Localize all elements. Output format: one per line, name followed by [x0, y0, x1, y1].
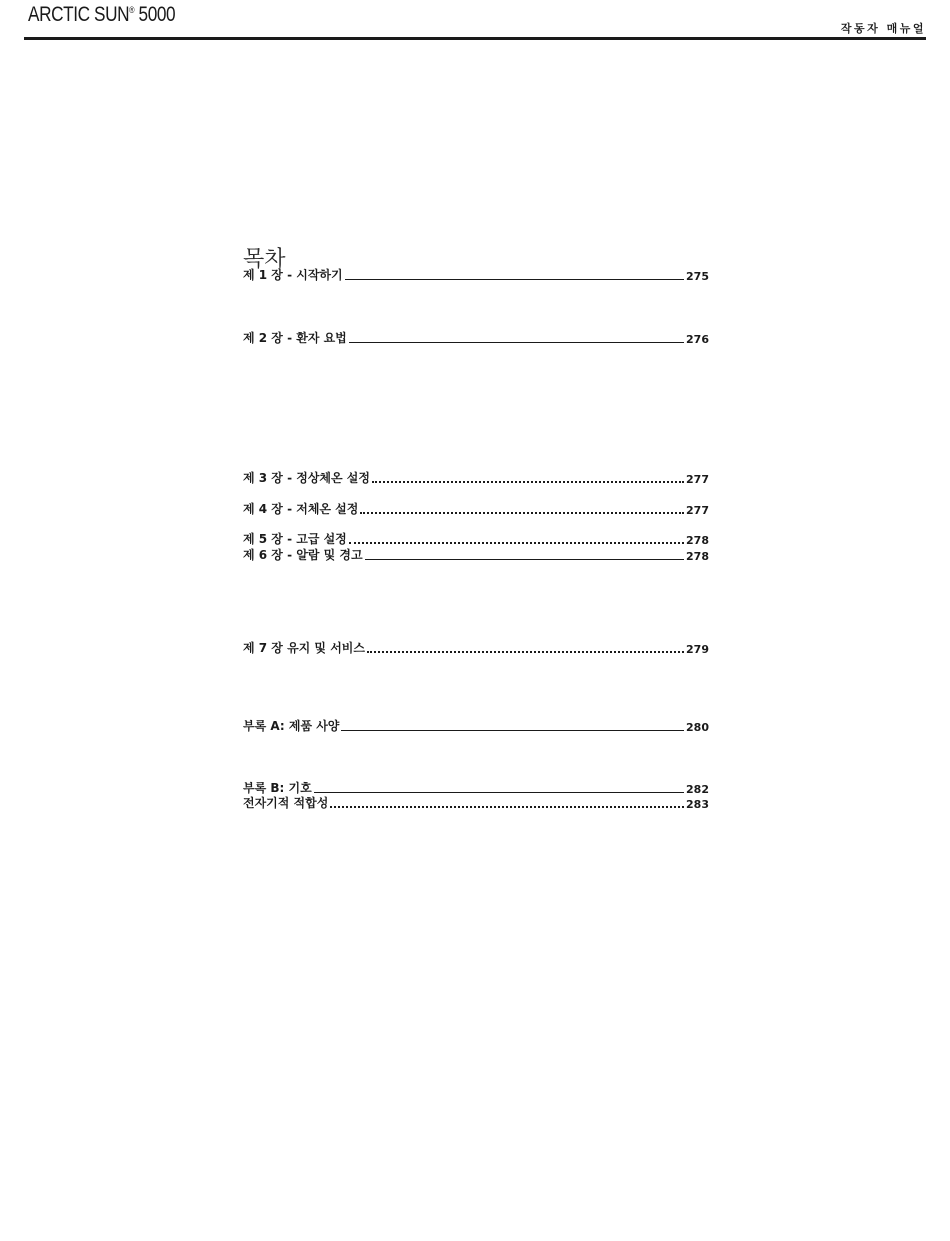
toc-title: 목차	[243, 246, 286, 272]
toc-entry-chapter-2[interactable]	[243, 330, 709, 346]
toc-entry-page: 276	[686, 333, 709, 346]
leader-line	[360, 512, 684, 514]
leader-line	[365, 559, 684, 560]
toc-entry-page: 278	[686, 550, 709, 563]
toc-entry-page: 279	[686, 643, 709, 656]
brand-logo	[28, 3, 175, 27]
manual-label: 작동자 매뉴얼	[840, 22, 926, 35]
toc-entry-chapter-7[interactable]	[243, 640, 709, 656]
toc-entry-label: 부록 B: 기호	[243, 781, 312, 795]
leader-line	[349, 542, 684, 544]
toc-entry-label: 전자기적 적합성	[243, 796, 329, 810]
brand-name: ARCTIC SUN	[28, 3, 130, 26]
leader-line	[341, 730, 684, 731]
toc-entry-page: 282	[686, 783, 709, 796]
toc-entry-label: 제 7 장 유지 및 서비스	[243, 641, 365, 655]
toc-entry-label: 제 2 장 - 환자 요법	[243, 331, 347, 345]
toc-entry-chapter-3[interactable]	[243, 470, 709, 486]
leader-line	[314, 792, 684, 793]
brand-model: 5000	[138, 3, 176, 26]
toc-entry-label: 제 1 장 - 시작하기	[243, 268, 343, 282]
toc-entry-emc[interactable]	[243, 795, 709, 811]
leader-line	[349, 342, 684, 343]
toc-entry-label: 제 3 장 - 정상체온 설정	[243, 471, 370, 485]
toc-entry-page: 280	[686, 721, 709, 734]
toc-entry-label: 제 5 장 - 고급 설정	[243, 532, 347, 546]
toc-entry-chapter-4[interactable]	[243, 501, 709, 517]
leader-line	[345, 279, 684, 280]
toc-entry-page: 277	[686, 473, 709, 486]
leader-line	[372, 481, 684, 483]
header-divider	[24, 37, 926, 40]
toc-entry-chapter-5[interactable]	[243, 531, 709, 547]
toc-entry-page: 278	[686, 534, 709, 547]
toc-entry-label: 부록 A: 제품 사양	[243, 719, 340, 733]
toc-entry-label: 제 6 장 - 알람 및 경고	[243, 548, 363, 562]
leader-line	[367, 651, 684, 653]
registered-mark: ®	[129, 5, 135, 15]
leader-line	[330, 806, 684, 808]
toc-entry-label: 제 4 장 - 저체온 설정	[243, 502, 359, 516]
toc-entry-page: 277	[686, 504, 709, 517]
toc-entry-chapter-1[interactable]	[243, 267, 709, 283]
toc-entry-page: 283	[686, 798, 709, 811]
toc-entry-page: 275	[686, 270, 709, 283]
toc-entry-chapter-6[interactable]	[243, 547, 709, 563]
toc-entry-appendix-a[interactable]	[243, 718, 709, 734]
